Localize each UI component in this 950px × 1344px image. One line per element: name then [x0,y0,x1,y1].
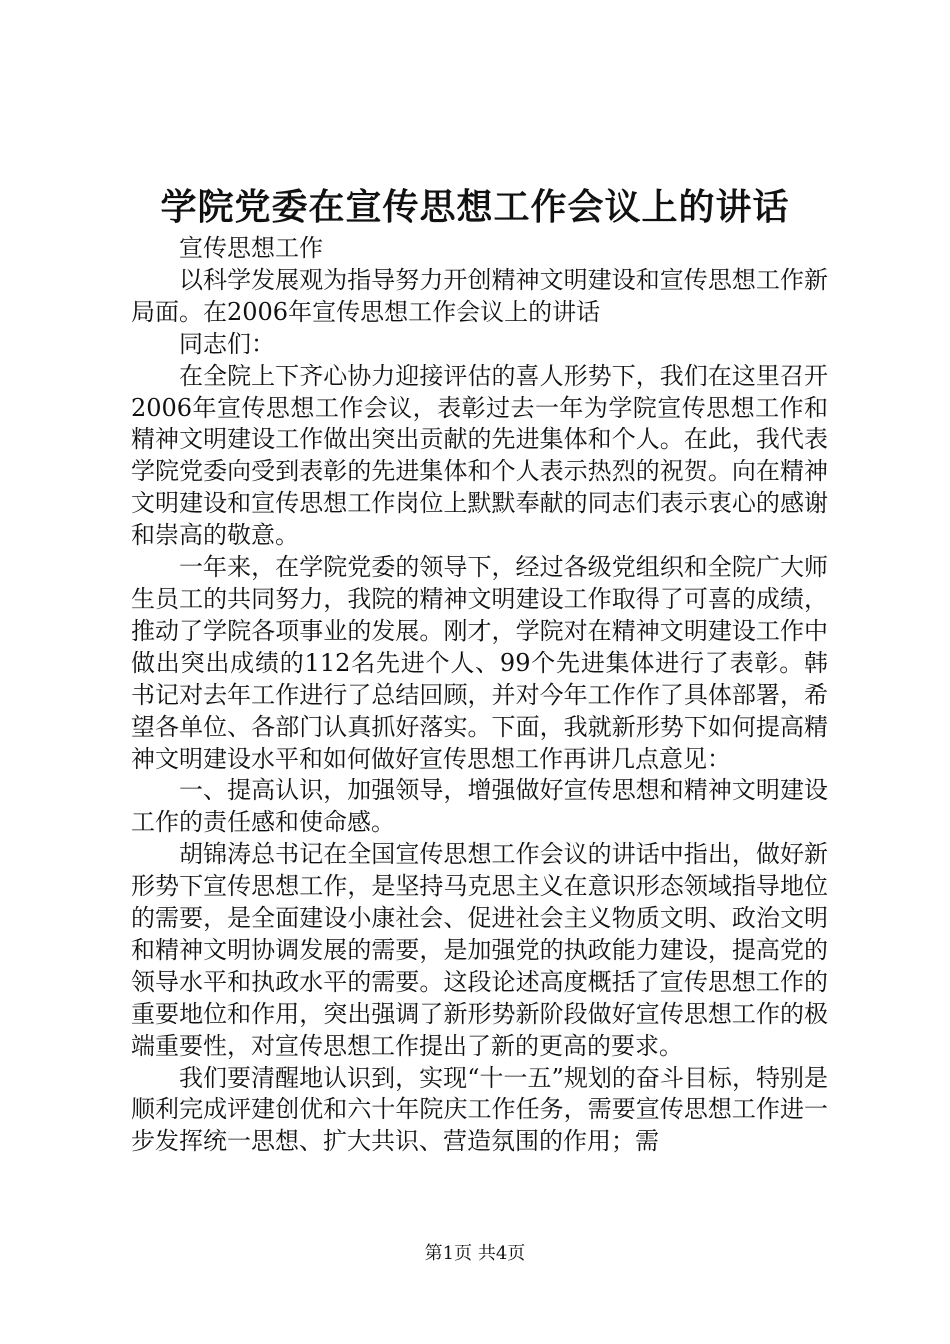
paragraph: 我们要清醒地认识到，实现“十一五”规划的奋斗目标，特别是顺利完成评建创优和六十年院庆工作任务，需要宣传思想工作进一步发挥统一思想、扩大共识、营造氛围的作用；需 [131,1063,828,1156]
paragraph: 在全院上下齐心协力迎接评估的喜人形势下，我们在这里召开2006年宣传思想工作会议，表彰过去一年为学院宣传思想工作和精神文明建设工作做出突出贡献的先进集体和个人。在此，我代表学院党委向受到表彰的先进集体和个人表示热烈的祝贺。向在精神文明建设和宣传思想工作岗位上默默奉献的同志们表示衷心的感谢和崇高的敬意。 [131,361,828,550]
paragraph-salutation: 同志们： [179,329,275,358]
paragraph: 一年来，在学院党委的领导下，经过各级党组织和全院广大师生员工的共同努力，我院的精神文明建设工作取得了可喜的成绩，推动了学院各项事业的发展。刚才，学院对在精神文明建设工作中做出突出成绩的112名先进个人、99个先进集体进行了表彰。韩书记对去年工作进行了总结回顾，并对今年工作作了具体部署，希望各单位、各部门认真抓好落实。下面，我就新形势下如何提高精神文明建设水平和如何做好宣传思想工作再讲几点意见： [131,553,828,773]
paragraph-subtitle: 以科学发展观为指导努力开创精神文明建设和宣传思想工作新局面。在2006年宣传思想工作会议上的讲话 [131,265,828,326]
section-heading: 一、提高认识，加强领导，增强做好宣传思想和精神文明建设工作的责任感和使命感。 [131,776,828,837]
document-body [131,233,828,1158]
page-footer: 第1页 共4页 [424,1243,526,1264]
paragraph: 胡锦涛总书记在全国宣传思想工作会议的讲话中指出，做好新形势下宣传思想工作，是坚持马克思主义在意识形态领域指导地位的需要，是全面建设小康社会、促进社会主义物质文明、政治文明和精神文明协调发展的需要，是加强党的执政能力建设，提高党的领导水平和执政水平的需要。这段论述高度概括了宣传思想工作的重要地位和作用，突出强调了新形势新阶段做好宣传思想工作的极端重要性，对宣传思想工作提出了新的更高的要求。 [131,840,828,1060]
paragraph-section-label: 宣传思想工作 [179,234,323,262]
document-title: 学院党委在宣传思想工作会议上的讲话 [160,187,790,228]
